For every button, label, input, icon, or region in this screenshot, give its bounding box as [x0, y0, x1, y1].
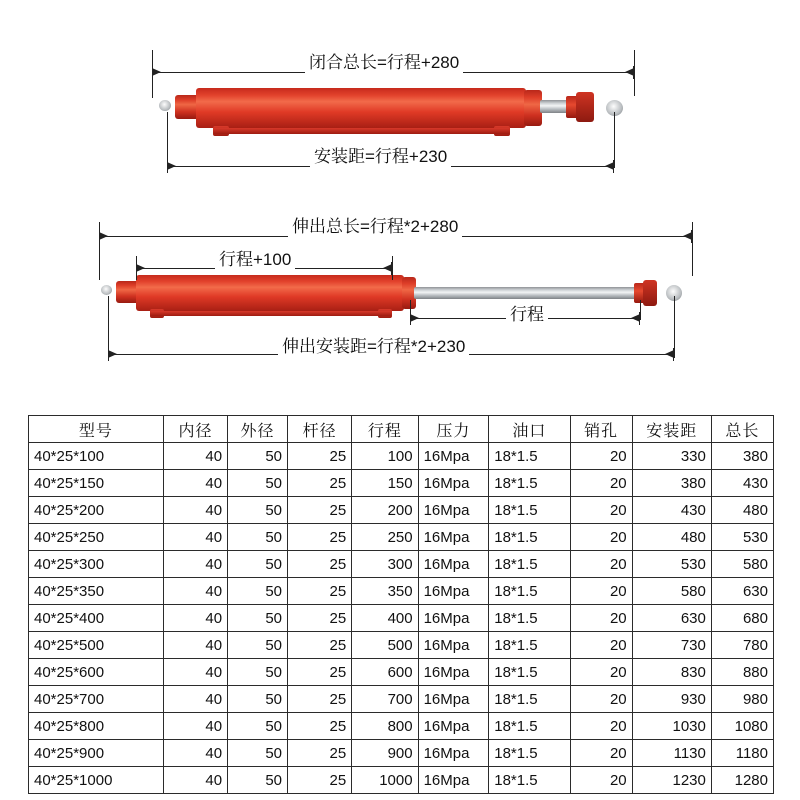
cell-bore: 40 [163, 524, 227, 551]
cell-od: 50 [228, 470, 288, 497]
col-header-mount-dist: 安装距 [632, 416, 711, 443]
label-total-extended-length: 伸出总长=行程*2+280 [288, 212, 462, 237]
table-row [29, 713, 774, 740]
cell-pin-hole: 20 [570, 470, 632, 497]
dim-arrow-mountext-left [108, 350, 117, 358]
cell-od: 50 [228, 551, 288, 578]
cell-pressure: 16Mpa [418, 578, 489, 605]
cell-pin-hole: 20 [570, 767, 632, 794]
table-header-row [29, 416, 774, 443]
cell-stroke: 700 [352, 686, 418, 713]
cell-model: 40*25*500 [29, 632, 164, 659]
cell-bore: 40 [163, 740, 227, 767]
cell-port: 18*1.5 [489, 470, 570, 497]
cell-model: 40*25*700 [29, 686, 164, 713]
col-header-stroke: 行程 [352, 416, 418, 443]
ext-line-mountext-right [674, 296, 675, 358]
cell-od: 50 [228, 686, 288, 713]
cell-pressure: 16Mpa [418, 497, 489, 524]
cell-port: 18*1.5 [489, 713, 570, 740]
cell-pressure: 16Mpa [418, 470, 489, 497]
cell-pin-hole: 20 [570, 443, 632, 470]
cell-rod-dia: 25 [288, 497, 352, 524]
col-header-pressure: 压力 [418, 416, 489, 443]
cell-stroke: 500 [352, 632, 418, 659]
cell-rod-dia: 25 [288, 470, 352, 497]
table-row [29, 578, 774, 605]
cell-stroke: 900 [352, 740, 418, 767]
cell-pin-hole: 20 [570, 632, 632, 659]
port-tube [213, 128, 510, 134]
dim-arrow-stroke-left [410, 314, 419, 322]
ext-line-bot-right [692, 222, 693, 276]
cell-pressure: 16Mpa [418, 740, 489, 767]
table-row [29, 767, 774, 794]
cell-rod-dia: 25 [288, 632, 352, 659]
cell-port: 18*1.5 [489, 578, 570, 605]
cell-total-len: 530 [711, 524, 773, 551]
cell-stroke: 1000 [352, 767, 418, 794]
cell-model: 40*25*900 [29, 740, 164, 767]
cell-pressure: 16Mpa [418, 605, 489, 632]
dim-arrow-mount-closed-left [167, 162, 176, 170]
label-stroke-plus-100: 行程+100 [215, 245, 295, 270]
cell-pin-hole: 20 [570, 659, 632, 686]
table-row [29, 632, 774, 659]
cell-mount-dist: 1030 [632, 713, 711, 740]
cell-pin-hole: 20 [570, 497, 632, 524]
cell-pressure: 16Mpa [418, 713, 489, 740]
cell-stroke: 600 [352, 659, 418, 686]
cell-bore: 40 [163, 659, 227, 686]
cell-total-len: 380 [711, 443, 773, 470]
cell-model: 40*25*800 [29, 713, 164, 740]
cell-bore: 40 [163, 686, 227, 713]
table-body [29, 443, 774, 794]
col-header-bore: 内径 [163, 416, 227, 443]
cell-stroke: 350 [352, 578, 418, 605]
cell-pressure: 16Mpa [418, 524, 489, 551]
col-header-rod-dia: 杆径 [288, 416, 352, 443]
ext-line-stroke-right [640, 300, 641, 320]
cell-rod-dia: 25 [288, 686, 352, 713]
cell-total-len: 1280 [711, 767, 773, 794]
cell-od: 50 [228, 443, 288, 470]
ext-line-stroke100-right [392, 256, 393, 280]
cell-port: 18*1.5 [489, 740, 570, 767]
cell-port: 18*1.5 [489, 497, 570, 524]
label-total-closed-length: 闭合总长=行程+280 [305, 48, 463, 73]
cell-bore: 40 [163, 578, 227, 605]
cell-port: 18*1.5 [489, 686, 570, 713]
dim-arrow-total-closed-left [152, 68, 161, 76]
cell-total-len: 680 [711, 605, 773, 632]
col-header-pin-hole: 销孔 [570, 416, 632, 443]
cell-od: 50 [228, 497, 288, 524]
cell-stroke: 800 [352, 713, 418, 740]
cell-model: 40*25*100 [29, 443, 164, 470]
spec-table [28, 415, 774, 794]
piston-rod-ext [414, 287, 640, 299]
table-row [29, 605, 774, 632]
cell-pin-hole: 20 [570, 551, 632, 578]
cell-stroke: 300 [352, 551, 418, 578]
cell-od: 50 [228, 767, 288, 794]
table-row [29, 551, 774, 578]
dim-arrow-total-ext-right [683, 232, 692, 240]
col-header-port: 油口 [489, 416, 570, 443]
table-row [29, 443, 774, 470]
port-tube-ext [150, 311, 392, 316]
cell-od: 50 [228, 740, 288, 767]
cell-model: 40*25*400 [29, 605, 164, 632]
cell-rod-dia: 25 [288, 524, 352, 551]
cell-mount-dist: 1230 [632, 767, 711, 794]
rear-eye-bore-ext [101, 285, 112, 295]
table-row [29, 740, 774, 767]
rear-eye-bore [159, 100, 171, 111]
cell-pressure: 16Mpa [418, 443, 489, 470]
table-row [29, 524, 774, 551]
cell-bore: 40 [163, 632, 227, 659]
cell-mount-dist: 1130 [632, 740, 711, 767]
cell-od: 50 [228, 605, 288, 632]
cell-model: 40*25*250 [29, 524, 164, 551]
cell-model: 40*25*1000 [29, 767, 164, 794]
cell-port: 18*1.5 [489, 767, 570, 794]
cell-mount-dist: 480 [632, 524, 711, 551]
cell-stroke: 250 [352, 524, 418, 551]
cell-pin-hole: 20 [570, 605, 632, 632]
label-mount-extended-distance: 伸出安装距=行程*2+230 [278, 332, 469, 357]
cell-rod-dia: 25 [288, 659, 352, 686]
cell-mount-dist: 430 [632, 497, 711, 524]
cell-bore: 40 [163, 605, 227, 632]
cell-pin-hole: 20 [570, 740, 632, 767]
cell-stroke: 150 [352, 470, 418, 497]
cell-model: 40*25*600 [29, 659, 164, 686]
cell-rod-dia: 25 [288, 551, 352, 578]
dim-arrow-stroke100-right [383, 264, 392, 272]
dim-arrow-mountext-right [665, 350, 674, 358]
cell-total-len: 880 [711, 659, 773, 686]
cell-mount-dist: 330 [632, 443, 711, 470]
cell-mount-dist: 930 [632, 686, 711, 713]
cell-pin-hole: 20 [570, 713, 632, 740]
table-row [29, 470, 774, 497]
cell-mount-dist: 380 [632, 470, 711, 497]
table-row [29, 497, 774, 524]
cell-bore: 40 [163, 443, 227, 470]
label-mount-closed-distance: 安装距=行程+230 [310, 142, 451, 167]
cell-mount-dist: 630 [632, 605, 711, 632]
cell-od: 50 [228, 659, 288, 686]
cell-pin-hole: 20 [570, 686, 632, 713]
cell-bore: 40 [163, 497, 227, 524]
cell-port: 18*1.5 [489, 551, 570, 578]
cell-pressure: 16Mpa [418, 686, 489, 713]
cell-bore: 40 [163, 713, 227, 740]
cell-total-len: 430 [711, 470, 773, 497]
cell-port: 18*1.5 [489, 605, 570, 632]
cell-total-len: 480 [711, 497, 773, 524]
cell-pin-hole: 20 [570, 524, 632, 551]
table-row [29, 686, 774, 713]
dim-arrow-stroke-right [631, 314, 640, 322]
cell-mount-dist: 530 [632, 551, 711, 578]
cell-model: 40*25*150 [29, 470, 164, 497]
dim-arrow-mount-closed-right [605, 162, 614, 170]
cell-total-len: 1180 [711, 740, 773, 767]
cell-pressure: 16Mpa [418, 659, 489, 686]
cell-model: 40*25*200 [29, 497, 164, 524]
cell-total-len: 780 [711, 632, 773, 659]
cell-pressure: 16Mpa [418, 767, 489, 794]
cell-port: 18*1.5 [489, 659, 570, 686]
cell-total-len: 980 [711, 686, 773, 713]
cell-od: 50 [228, 524, 288, 551]
col-header-od: 外径 [228, 416, 288, 443]
cell-pressure: 16Mpa [418, 632, 489, 659]
table-row [29, 659, 774, 686]
cell-pin-hole: 20 [570, 578, 632, 605]
barrel [196, 88, 526, 128]
cell-total-len: 1080 [711, 713, 773, 740]
cell-pressure: 16Mpa [418, 551, 489, 578]
ext-line-top-right [634, 50, 635, 96]
cell-od: 50 [228, 632, 288, 659]
cell-bore: 40 [163, 470, 227, 497]
cell-bore: 40 [163, 767, 227, 794]
dim-arrow-stroke100-left [136, 264, 145, 272]
dim-arrow-total-closed-right [625, 68, 634, 76]
cell-bore: 40 [163, 551, 227, 578]
col-header-total-len: 总长 [711, 416, 773, 443]
cell-od: 50 [228, 578, 288, 605]
cell-model: 40*25*300 [29, 551, 164, 578]
cell-rod-dia: 25 [288, 767, 352, 794]
label-stroke: 行程 [506, 300, 548, 325]
cell-port: 18*1.5 [489, 632, 570, 659]
cell-mount-dist: 580 [632, 578, 711, 605]
dim-arrow-total-ext-left [99, 232, 108, 240]
cell-rod-dia: 25 [288, 605, 352, 632]
cell-rod-dia: 25 [288, 578, 352, 605]
barrel-ext [136, 275, 404, 311]
cell-port: 18*1.5 [489, 443, 570, 470]
ext-line-mount-right [614, 112, 615, 168]
cell-port: 18*1.5 [489, 524, 570, 551]
cell-rod-dia: 25 [288, 443, 352, 470]
cell-model: 40*25*350 [29, 578, 164, 605]
col-header-model: 型号 [29, 416, 164, 443]
cell-rod-dia: 25 [288, 713, 352, 740]
cell-total-len: 580 [711, 551, 773, 578]
cell-stroke: 400 [352, 605, 418, 632]
cell-od: 50 [228, 713, 288, 740]
cell-mount-dist: 730 [632, 632, 711, 659]
cell-rod-dia: 25 [288, 740, 352, 767]
cell-stroke: 200 [352, 497, 418, 524]
cell-total-len: 630 [711, 578, 773, 605]
cell-stroke: 100 [352, 443, 418, 470]
cell-mount-dist: 830 [632, 659, 711, 686]
